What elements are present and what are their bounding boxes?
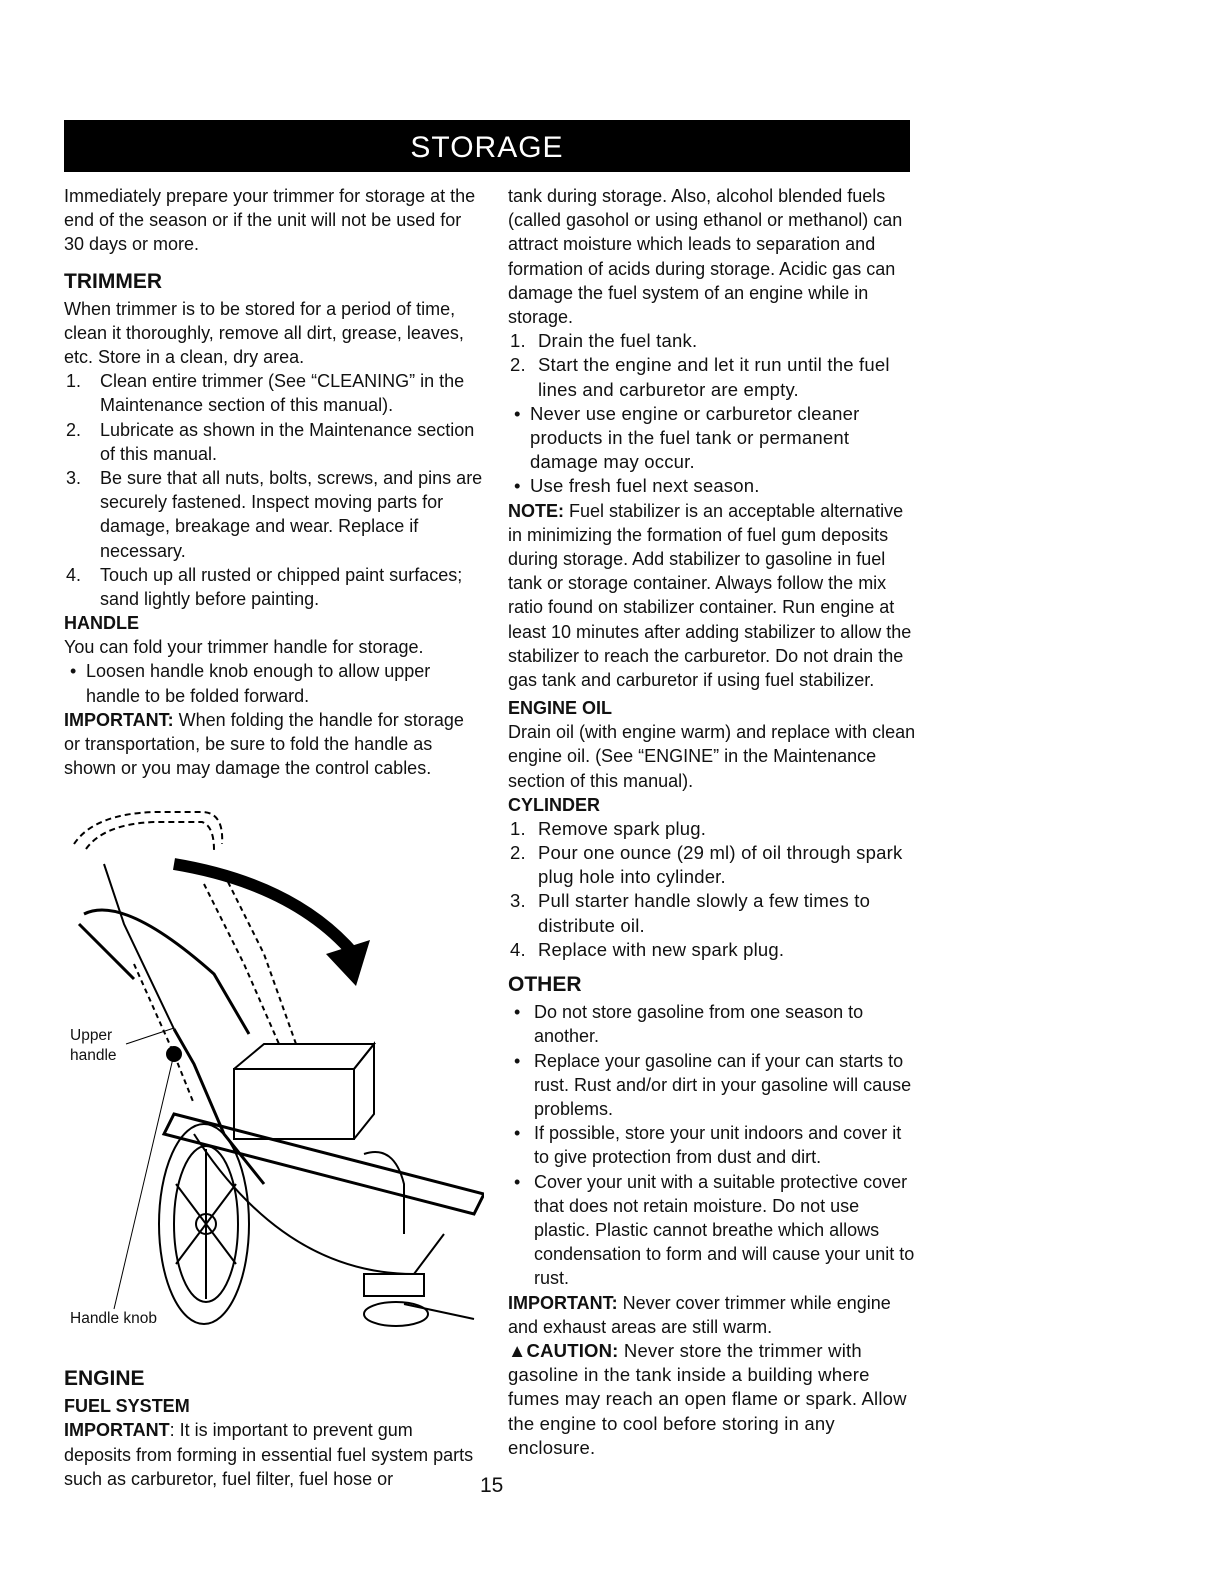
handle-text: You can fold your trimmer handle for storage. [64,637,424,658]
trimmer-illustration [64,804,484,1364]
list-item: • Loosen handle knob enough to allow upper handle to be folded forward. [70,661,431,706]
list-item: 3. Pull starter handle slowly a few times to distribute oil. [510,890,871,936]
list-item: • Cover your unit with a suitable protective cover that does not retain moisture. Do not use plastic. Plastic cannot breathe which allows condensation to form and will cause your unit to rust. [514,1171,915,1289]
engine-oil-heading: ENGINE OIL [508,698,613,719]
other-heading: OTHER [508,973,582,997]
engine-important: IMPORTANT: It is important to prevent gum deposits from forming in essential fuel system parts such as carburetor, fuel filter, fuel hose or [64,1420,474,1489]
list-item: 3. Be sure that all nuts, bolts, screws, and pins are securely fastened. Inspect moving parts for damage, breakage and wear. Replace if necessary. [66,468,483,561]
list-item: • Use fresh fuel next season. [514,475,760,497]
trimmer-figure [64,804,484,1364]
list-item: 1. Remove spark plug. [510,817,707,839]
engine-heading: ENGINE [64,1367,145,1391]
other-bullets [508,1000,918,1290]
trimmer-text: When trimmer is to be stored for a period of time, clean it thoroughly, remove all dirt, grease, leaves, etc. Store in a clean, dry area. [64,298,464,368]
left-column [64,184,484,1491]
right-column [508,184,918,1460]
upper-handle-label: Upper handle [70,1027,117,1065]
note-paragraph: NOTE: Fuel stabilizer is an acceptable alternative in minimizing the formation of fuel gum deposits during storage. Add stabilizer to gasoline in fuel tank or storage container. Always follow the mix ratio found on stabilizer container. Run engine at least 10 minutes after adding stabilizer to allow the stabilizer to reach the carburetor. Do not drain the gas tank and carburetor if using fuel stabilizer. [508,500,912,691]
list-item: 2. Lubricate as shown in the Maintenance section of this manual. [66,419,475,464]
list-item: 4. Touch up all rusted or chipped paint surfaces; sand lightly before painting. [66,564,463,610]
caution-paragraph: ▲CAUTION: Never store the trimmer with gasoline in the tank inside a building where fumes may reach an open flame or spark. Allow the engine to cool before storing in any enclosure. [508,1339,907,1458]
handle-important: IMPORTANT: When folding the handle for storage or transportation, be sure to fold the handle as shown or you may damage the control cables. [64,709,464,779]
other-important: IMPORTANT: Never cover trimmer while engine and exhaust areas are still warm. [508,1292,891,1337]
cylinder-steps [508,817,918,962]
warning-triangle-icon: ▲ [508,1339,527,1361]
list-item: 2. Start the engine and let it run until the fuel lines and carburetor are empty. [510,354,890,400]
list-item: 1. Clean entire trimmer (See “CLEANING” in the Maintenance section of this manual). [66,371,465,416]
handle-knob-label: Handle knob [70,1310,158,1328]
handle-heading: HANDLE [64,613,139,634]
fuel-system-heading: FUEL SYSTEM [64,1396,190,1417]
list-item: 4. Replace with new spark plug. [510,938,785,960]
cylinder-heading: CYLINDER [508,794,601,815]
list-item: • If possible, store your unit indoors and cover it to give protection from dust and dirt. [514,1123,902,1168]
fuel-continued: tank during storage. Also, alcohol blended fuels (called gasohol or using ethanol or methanol) can attract moisture which leads to separation and formation of acids during storage. Acidic gas can damage the fuel system of an engine while in storage. [508,186,903,328]
trimmer-heading: TRIMMER [64,269,162,293]
page-title: STORAGE [64,120,910,172]
list-item: • Do not store gasoline from one season to another. [514,1002,864,1047]
fuel-bullets [508,402,918,499]
list-item: 2. Pour one ounce (29 ml) of oil through spark plug hole into cylinder. [510,842,903,888]
handle-bullets [64,659,484,707]
intro-paragraph: Immediately prepare your trimmer for storage at the end of the season or if the unit will not be used for 30 days or more. [64,186,476,255]
fuel-steps [508,329,918,402]
list-item: 1. Drain the fuel tank. [510,330,698,352]
list-item: • Replace your gasoline can if your can starts to rust. Rust and/or dirt in your gasoline will cause problems. [514,1050,912,1119]
trimmer-steps [64,369,484,611]
engine-oil-text: Drain oil (with engine warm) and replace with clean engine oil. (See “ENGINE” in the Maintenance section of this manual). [508,722,916,791]
list-item: • Never use engine or carburetor cleaner products in the fuel tank or permanent damage may occur. [514,402,860,473]
page-number: 15 [480,1474,504,1497]
